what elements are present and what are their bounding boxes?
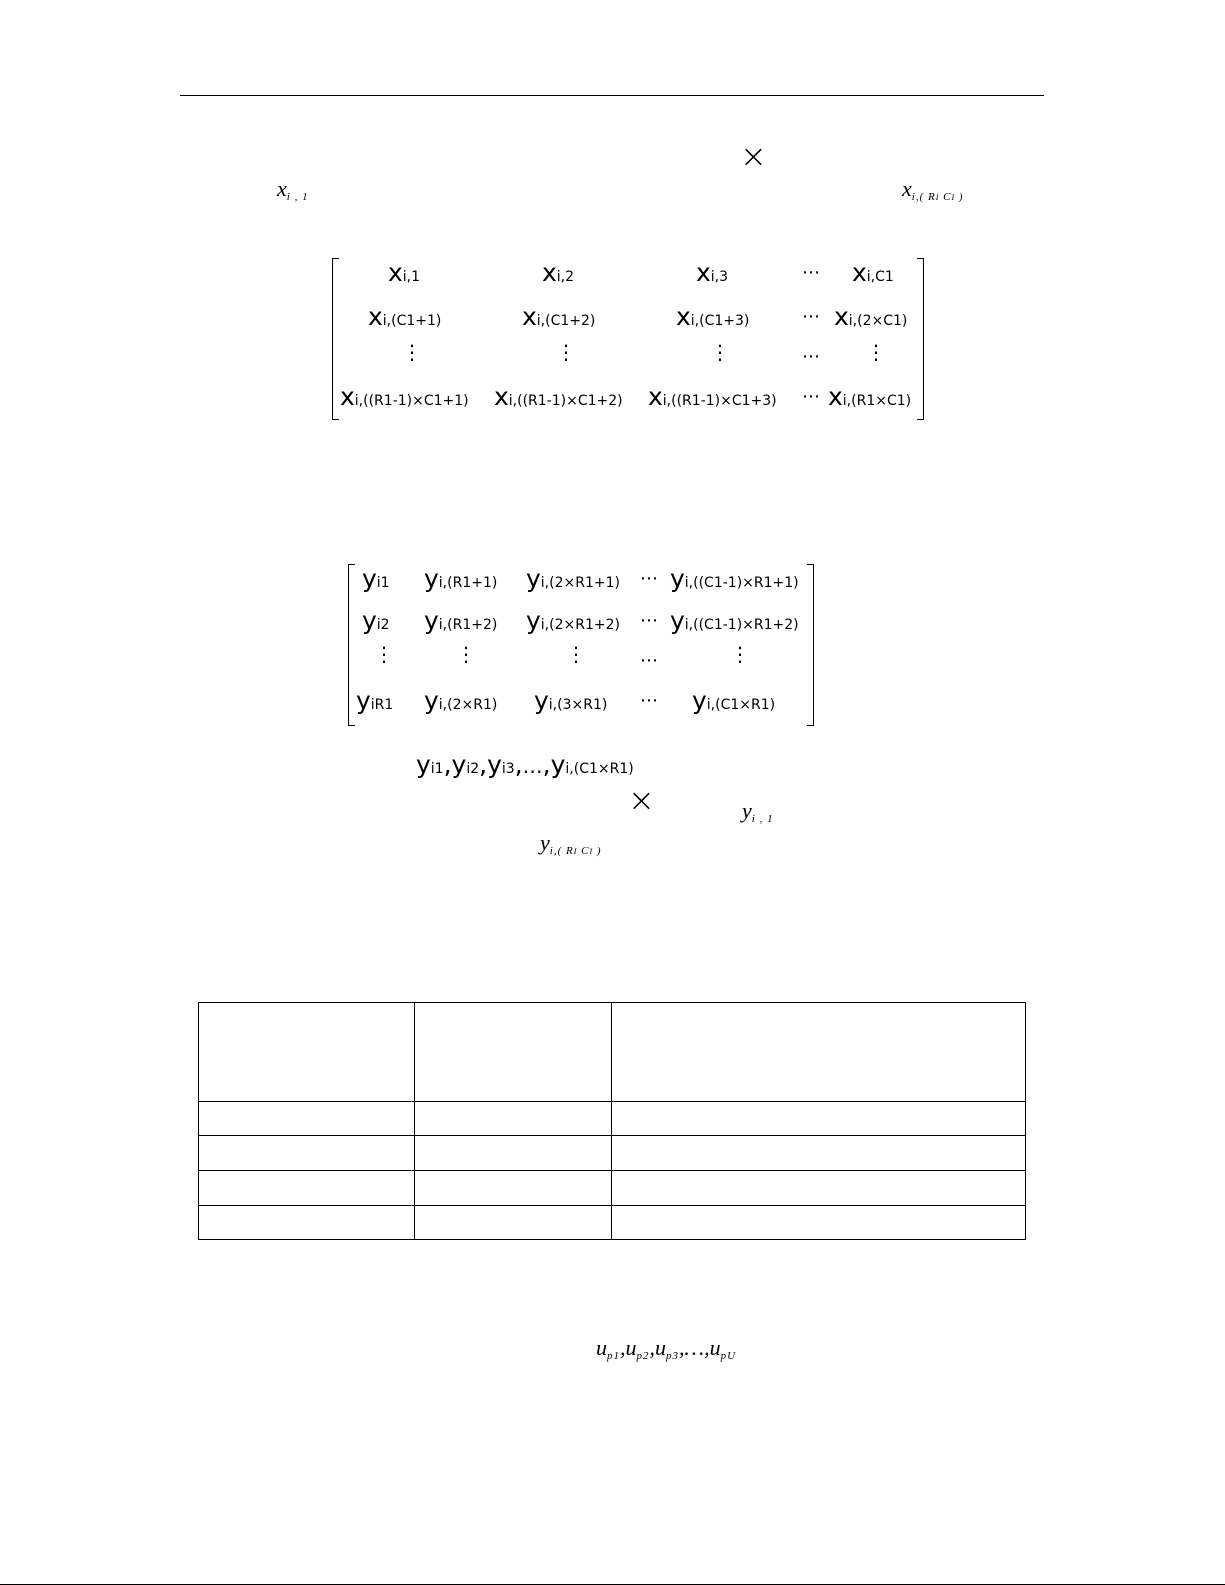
y-sequence: yi1,yi2,yi3,…,yi,(C1×R1) xyxy=(416,750,634,779)
table-header-cell xyxy=(612,1003,1026,1102)
matrix-y-cell-r2c3: yi,(2×R1+2) xyxy=(526,606,620,635)
table-header-cell xyxy=(415,1003,612,1102)
matrix-x-vdots-c5: ⋮ xyxy=(866,340,886,364)
matrix-y-cell-r4c3: yi,(3×R1) xyxy=(534,686,608,715)
x-last-base: x xyxy=(902,176,912,201)
x-first-sub: i , 1 xyxy=(286,191,309,204)
matrix-x-cell-r2c2: xi,(C1+2) xyxy=(522,302,596,331)
matrix-y-vdots-c2: ⋮ xyxy=(456,642,476,666)
table-cell xyxy=(415,1171,612,1206)
matrix-y-cell-r4c4: ⋯ xyxy=(640,690,658,711)
matrix-x-cdots-c4: ⋯ xyxy=(802,346,820,367)
matrix-x-vdots-c2: ⋮ xyxy=(556,340,576,364)
matrix-y-cell-r2c2: yi,(R1+2) xyxy=(424,606,498,635)
times-symbol-middle: × xyxy=(628,781,655,819)
matrix-x-left-bracket xyxy=(332,258,339,420)
matrix-x-vdots-c1: ⋮ xyxy=(402,340,422,364)
matrix-x-cell-r4c5: xi,(R1×C1) xyxy=(828,382,912,411)
header-rule xyxy=(180,95,1044,96)
table-row xyxy=(199,1171,1026,1206)
matrix-x-cell-r1c5: xi,C1 xyxy=(852,258,894,287)
table-cell xyxy=(612,1206,1026,1240)
matrix-x-cell-r2c3: xi,(C1+3) xyxy=(676,302,750,331)
table-cell xyxy=(199,1171,415,1206)
table-header-row xyxy=(199,1003,1026,1102)
matrix-y-cell-r4c1: yiR1 xyxy=(356,686,394,715)
data-table xyxy=(198,1002,1026,1240)
x-first-element xyxy=(277,176,309,203)
x-first-base: x xyxy=(277,176,287,201)
x-last-sub5: ) xyxy=(955,191,964,204)
table-cell xyxy=(199,1206,415,1240)
table-cell xyxy=(415,1136,612,1171)
matrix-y-cell-r1c1: yi1 xyxy=(362,564,390,593)
matrix-y-vdots-c3: ⋮ xyxy=(566,642,586,666)
table-row xyxy=(199,1136,1026,1171)
matrix-y-right-bracket xyxy=(807,564,814,726)
matrix-x-cell-r4c3: xi,((R1-1)×C1+3) xyxy=(648,382,777,411)
table-header-cell xyxy=(199,1003,415,1102)
matrix-x xyxy=(332,258,924,420)
matrix-y-cell-r4c5: yi,(C1×R1) xyxy=(692,686,776,715)
matrix-y-cell-r1c4: ⋯ xyxy=(640,568,658,589)
matrix-x-cell-r4c4: ⋯ xyxy=(802,386,820,407)
matrix-x-cell-r1c4: ⋯ xyxy=(802,262,820,283)
table-row xyxy=(199,1206,1026,1240)
table-cell xyxy=(612,1102,1026,1136)
matrix-y-cell-r2c4: ⋯ xyxy=(640,610,658,631)
matrix-y-left-bracket xyxy=(348,564,355,726)
matrix-x-cell-r1c1: xi,1 xyxy=(388,258,421,287)
matrix-x-cell-r4c1: xi,((R1-1)×C1+1) xyxy=(340,382,469,411)
table-cell xyxy=(199,1102,415,1136)
matrix-x-cell-r2c1: xi,(C1+1) xyxy=(368,302,442,331)
x-last-sub2: I xyxy=(935,193,940,203)
y-last-element: $y_{i,( RI CI )}$ xyxy=(540,830,602,858)
matrix-y-cdots-c4: ⋯ xyxy=(640,650,658,671)
matrix-x-cell-r1c3: xi,3 xyxy=(696,258,729,287)
x-last-element xyxy=(902,176,964,203)
matrix-x-cell-r4c2: xi,((R1-1)×C1+2) xyxy=(494,382,623,411)
matrix-x-right-bracket xyxy=(917,258,924,420)
table-cell xyxy=(415,1206,612,1240)
matrix-y-vdots-c1: ⋮ xyxy=(374,642,394,666)
table-cell xyxy=(612,1171,1026,1206)
matrix-x-cell-r2c4: ⋯ xyxy=(802,306,820,327)
matrix-y-cell-r4c2: yi,(2×R1) xyxy=(424,686,498,715)
matrix-y-cell-r1c2: yi,(R1+1) xyxy=(424,564,498,593)
matrix-y-cell-r2c1: yi2 xyxy=(362,606,390,635)
times-symbol-top: × xyxy=(740,137,767,175)
table-cell xyxy=(199,1136,415,1171)
table-row xyxy=(199,1102,1026,1136)
matrix-x-cell-r2c5: xi,(2×C1) xyxy=(834,302,908,331)
u-sequence: $u_{p1},u_{p2},u_{p3},\dots,u_{pU}$ xyxy=(596,1335,737,1363)
x-last-sub4: I xyxy=(951,193,956,203)
y-first-element: $y_{i , 1}$ xyxy=(742,798,774,826)
table-cell xyxy=(415,1102,612,1136)
matrix-x-vdots-c3: ⋮ xyxy=(710,340,730,364)
matrix-y-cell-r2c5: yi,((C1-1)×R1+2) xyxy=(670,606,799,635)
x-last-sub: i,( R xyxy=(911,191,936,204)
matrix-y xyxy=(348,564,814,726)
x-last-sub3: C xyxy=(939,191,952,204)
matrix-y-vdots-c5: ⋮ xyxy=(730,642,750,666)
matrix-y-cell-r1c3: yi,(2×R1+1) xyxy=(526,564,620,593)
table-cell xyxy=(612,1136,1026,1171)
matrix-x-cell-r1c2: xi,2 xyxy=(542,258,575,287)
matrix-y-cell-r1c5: yi,((C1-1)×R1+1) xyxy=(670,564,799,593)
